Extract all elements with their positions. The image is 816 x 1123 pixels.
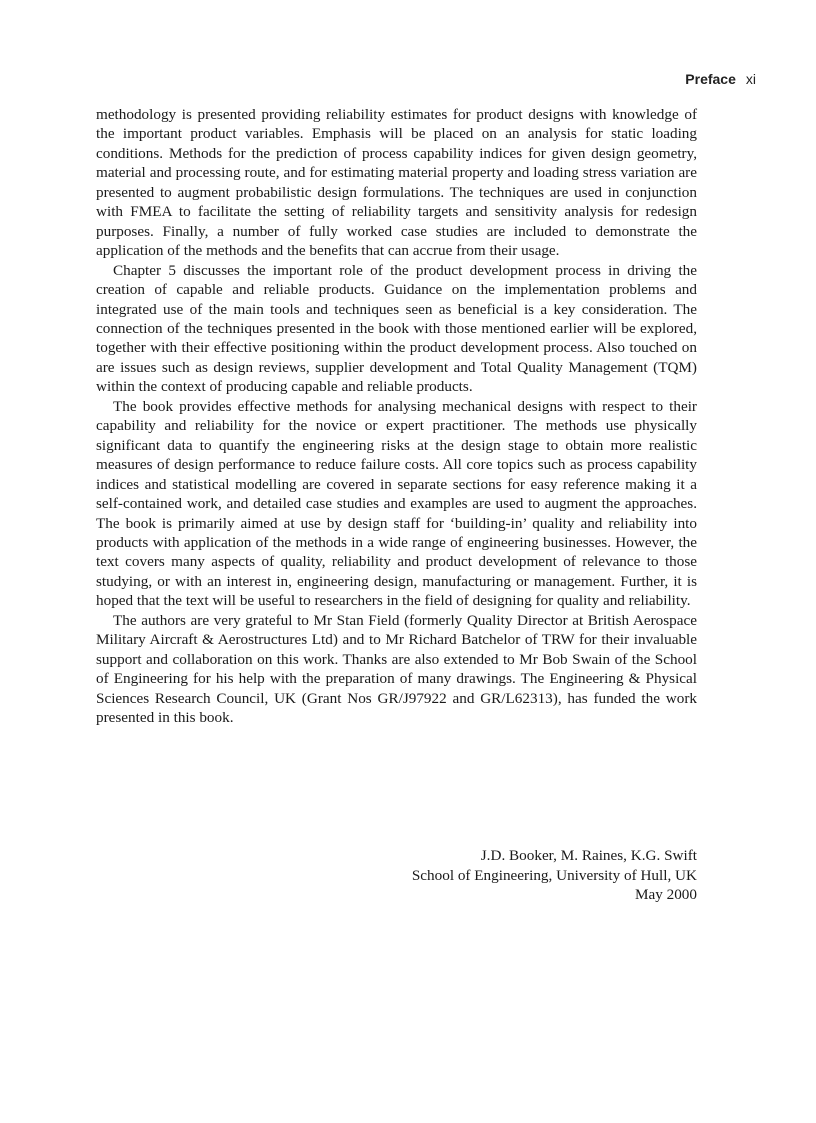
signature-authors: J.D. Booker, M. Raines, K.G. Swift bbox=[480, 847, 697, 864]
body-text bbox=[96, 105, 697, 728]
running-head-title: Preface bbox=[685, 71, 736, 87]
paragraph-methodology-continued: methodology is presented providing reliability estimates for product designs with knowledge of the important product variables. Emphasis will be placed on an analysis for static loading conditions. Methods for the prediction of process capability indices for given design geometry, material and processing route, and for estimating material property and loading stress variation are presented to augment probabilistic design formulations. The techniques are used in conjunction with FMEA to facilitate the setting of reliability targets and sensitivity analysis for redesign purposes. Finally, a number of fully worked case studies are included to demonstrate the application of the methods and the benefits that can accrue from their usage. bbox=[96, 106, 697, 260]
signature-block bbox=[96, 846, 697, 905]
paragraph-chapter-5: Chapter 5 discusses the important role of the product development process in driving the creation of capable and reliable products. Guidance on the implementation problems and integrated use of the main tools and techniques seen as beneficial is a key consideration. The connection of the techniques presented in the book with those mentioned earlier will be explored, together with their effective positioning within the product development process. Also touched on are issues such as design reviews, supplier development and Total Quality Management (TQM) within the context of producing capable and reliable products. bbox=[96, 261, 697, 396]
running-head bbox=[685, 71, 756, 87]
signature-affiliation: School of Engineering, University of Hull, UK bbox=[411, 866, 697, 884]
signature-date: May 2000 bbox=[634, 886, 697, 904]
paragraph-acknowledgements: The authors are very grateful to Mr Stan Field (formerly Quality Director at British Aerospace Military Aircraft & Aerostructures Ltd) and to Mr Richard Batchelor of TRW for their invaluable support and collaboration on this work. Thanks are also extended to Mr Bob Swain of the School of Engineering for his help with the preparation of many drawings. The Engineering & Physical Sciences Research Council, UK (Grant Nos GR/J97922 and GR/L62313), has funded the work presented in this book. bbox=[96, 611, 697, 727]
paragraph-book-methods: The book provides effective methods for analysing mechanical designs with respect to their capability and reliability for the novice or expert practitioner. The methods use physically significant data to quantify the engineering risks at the design stage to obtain more realistic measures of design performance to reduce failure costs. All core topics such as process capability indices and statistical modelling are covered in separate sections for easy reference making it a self-contained work, and detailed case studies and examples are used to augment the approaches. The book is primarily aimed at use by design staff for ‘building-in’ quality and reliability into products with application of the methods in a wide range of engineering businesses. However, the text covers many aspects of quality, reliability and product development of relevance to those studying, or with an interest in, engineering design, manufacturing or management. Further, it is hoped that the text will be useful to researchers in the field of designing for quality and reliability. bbox=[96, 397, 697, 610]
page-number: xi bbox=[745, 71, 756, 87]
